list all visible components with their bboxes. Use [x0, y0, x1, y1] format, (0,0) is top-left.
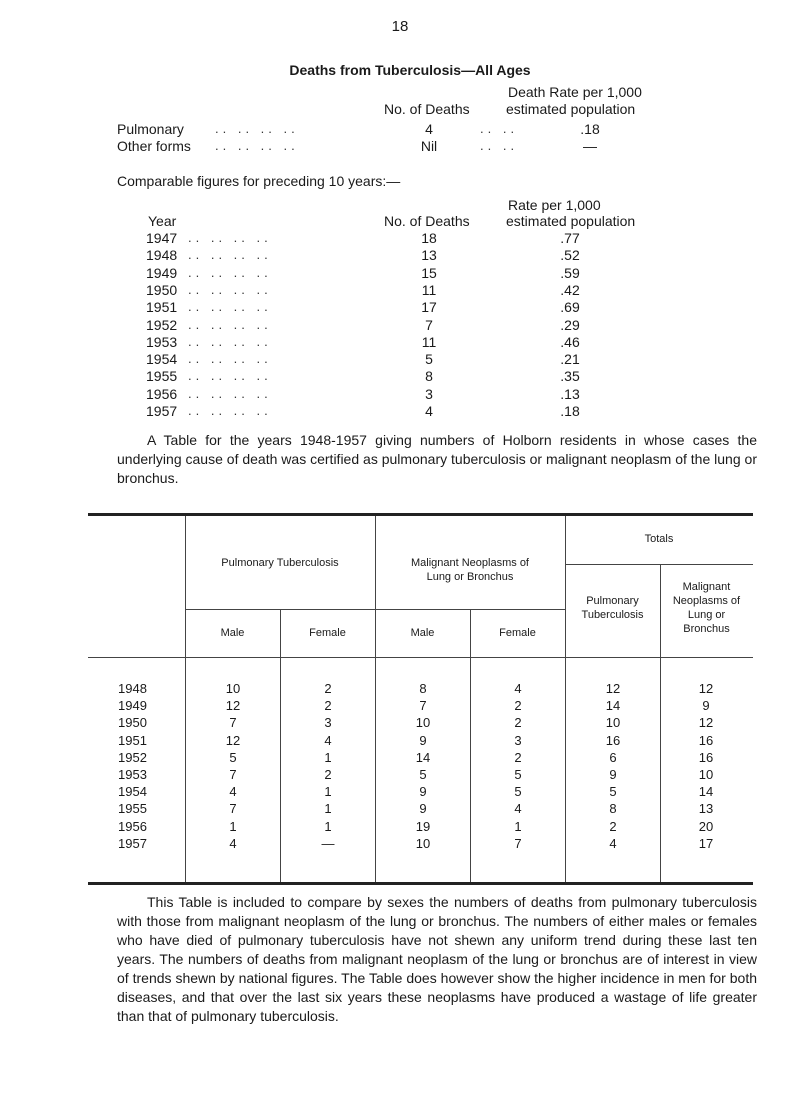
comparable-rate: .59 — [560, 264, 580, 281]
table-cell-mn-m: 14 — [415, 749, 431, 765]
table-year: 1952 — [118, 749, 147, 765]
comparable-deaths: 11 — [421, 333, 437, 350]
table-cell-mn-f: 7 — [514, 835, 522, 851]
page-number: 18 — [391, 18, 409, 35]
table-year: 1948 — [118, 681, 147, 696]
table-cell-mn-m: 9 — [419, 732, 427, 748]
table-cell-tot-tb: 5 — [609, 784, 617, 800]
table-year: 1953 — [118, 767, 147, 782]
table-cell-mn-f: 5 — [514, 767, 522, 782]
summary-rate: .18 — [580, 121, 600, 137]
summary-deaths: Nil — [420, 138, 438, 154]
table-cell-tb-m: 12 — [225, 732, 241, 748]
table-year: 1954 — [118, 784, 147, 800]
table-cell-tb-f: 1 — [324, 784, 332, 800]
comparable-year: 1954 — [146, 351, 178, 368]
comparable-year: 1950 — [146, 281, 178, 298]
table-cell-mn-m: 8 — [419, 681, 427, 696]
summary-rate: — — [583, 138, 597, 154]
leader-dots: .. .. .. .. — [188, 368, 272, 384]
comparable-rate: .77 — [560, 230, 580, 246]
table-cell-tot-mn: 16 — [698, 749, 714, 765]
table-year: 1949 — [118, 698, 147, 714]
comparable-deaths: 5 — [425, 351, 433, 368]
comparable-rate: .46 — [560, 333, 580, 350]
header-tb-male: Male — [220, 627, 245, 639]
table-cell-mn-m: 5 — [419, 767, 427, 782]
table-cell-tot-tb: 4 — [609, 835, 617, 851]
comparable-rate: .52 — [560, 247, 580, 264]
header-totals: Totals — [644, 533, 674, 545]
table-cell-tot-tb: 14 — [605, 698, 621, 714]
comparable-deaths: 8 — [425, 368, 433, 385]
comparable-year: 1956 — [146, 385, 178, 402]
leader-dots: .. .. — [480, 121, 519, 136]
table-cell-mn-m: 19 — [415, 818, 431, 834]
comparable-rate-header-line1: Rate per 1,000 — [508, 197, 601, 213]
table-intro: A Table for the years 1948-1957 giving numbers of Holborn residents in whose cases the underlying cause of death was certified as pulmonary tuberculosis or malignant neoplasm of the lung or bronchus. — [117, 432, 757, 486]
header-mn-female: Female — [499, 627, 536, 639]
comparable-year: 1948 — [146, 247, 178, 264]
leader-dots: .. .. .. .. — [188, 281, 272, 297]
summary-label: Pulmonary — [117, 121, 184, 137]
header-mn-male: Male — [410, 627, 435, 639]
comparable-rate: .29 — [560, 316, 580, 333]
header-total-tb: Pulmonary Tuberculosis — [581, 595, 644, 621]
comparable-year: 1949 — [146, 264, 178, 281]
comparable-year-header: Year — [148, 213, 177, 229]
comparable-deaths: 18 — [421, 230, 437, 246]
comparable-deaths: 17 — [421, 299, 437, 316]
leader-dots: .. .. .. .. — [188, 299, 272, 315]
summary-deaths: 4 — [425, 121, 433, 137]
comparable-deaths: 4 — [425, 403, 433, 419]
leader-dots: .. .. .. .. — [188, 247, 272, 263]
header-tb-female: Female — [309, 627, 346, 639]
leader-dots: .. .. .. .. — [188, 264, 272, 280]
table-cell-mn-f: 4 — [514, 681, 522, 696]
table-year: 1950 — [118, 715, 147, 731]
header-pulmonary-tb: Pulmonary Tuberculosis — [221, 557, 339, 569]
table-cell-tot-tb: 8 — [609, 801, 617, 817]
leader-dots: .. .. .. .. — [188, 316, 272, 332]
comparable-year: 1952 — [146, 316, 178, 333]
table-cell-tb-f: 2 — [324, 767, 332, 782]
table-cell-tot-mn: 12 — [698, 715, 714, 731]
summary-rate-header-line2: estimated population — [506, 101, 636, 117]
table-cell-tot-tb: 10 — [605, 715, 621, 731]
table-cell-tot-tb: 2 — [609, 818, 617, 834]
leader-dots: .. .. .. .. — [188, 385, 272, 401]
table-cell-tb-m: 7 — [229, 801, 237, 817]
table-cell-tot-mn: 16 — [698, 732, 714, 748]
leader-dots: .. .. .. .. — [188, 403, 272, 418]
comparable-deaths: 15 — [421, 264, 437, 281]
comparable-rate: .21 — [560, 351, 580, 368]
comparable-rate: .42 — [560, 281, 580, 298]
table-cell-tb-f: 1 — [324, 818, 332, 834]
table-year: 1955 — [118, 801, 147, 817]
comparable-deaths: 11 — [421, 281, 437, 298]
table-cell-tot-tb: 12 — [605, 681, 621, 696]
table-cell-mn-m: 9 — [419, 784, 427, 800]
table-cell-tb-f: 4 — [324, 732, 332, 748]
header-malignant: Malignant Neoplasms of Lung or Bronchus — [410, 557, 529, 583]
comparable-rate: .18 — [560, 403, 580, 419]
table-cell-mn-f: 5 — [514, 784, 522, 800]
comparable-deaths: 7 — [425, 316, 433, 333]
table-cell-tb-m: 5 — [229, 749, 237, 765]
table-year: 1957 — [118, 835, 147, 851]
main-table — [88, 513, 753, 885]
table-cell-tot-mn: 17 — [698, 835, 714, 851]
leader-dots: .. .. .. .. — [188, 230, 272, 245]
comparable-rate: .69 — [560, 299, 580, 316]
comparable-rate-header-line2: estimated population — [506, 213, 636, 229]
table-cell-tb-m: 7 — [229, 767, 237, 782]
table-cell-mn-m: 10 — [415, 715, 431, 731]
conclusion-paragraph: This Table is included to compare by sexes the numbers of deaths from pulmonary tuberculosis with those from malignant neoplasm of the lung or bronchus. The numbers of either males or females who have died of pulmonary tuberculosis have not shewn any uniform trend during these last ten years. The numbers of deaths from malignant neoplasm of the lung or bronchus are of interest in view of trends shewn by national figures. The Table does however show the higher incidence in men for both diseases, and that over the last six years these neoplasms have produced a wastage of life greater than that of pulmonary tuberculosis. — [117, 894, 757, 1024]
table-cell-tb-f: 1 — [324, 801, 332, 817]
table-cell-mn-f: 2 — [514, 715, 522, 731]
table-cell-tot-mn: 13 — [698, 801, 714, 817]
table-cell-mn-m: 10 — [415, 835, 431, 851]
leader-dots: .. .. .. .. — [215, 138, 299, 153]
table-cell-tot-tb: 6 — [609, 749, 617, 765]
summary-deaths-header: No. of Deaths — [384, 101, 470, 117]
table-cell-mn-f: 2 — [514, 749, 522, 765]
comparable-rate: .13 — [560, 385, 580, 402]
leader-dots: .. .. .. .. — [188, 351, 272, 367]
comparable-rate: .35 — [560, 368, 580, 385]
table-cell-mn-m: 9 — [419, 801, 427, 817]
page-title: Deaths from Tuberculosis—All Ages — [289, 62, 531, 78]
table-cell-tb-m: 4 — [229, 784, 237, 800]
table-cell-tot-mn: 10 — [698, 767, 714, 782]
table-cell-mn-m: 7 — [419, 698, 427, 714]
table-cell-tb-f: 3 — [324, 715, 332, 731]
table-cell-mn-f: 1 — [514, 818, 522, 834]
table-cell-tb-m: 12 — [225, 698, 241, 714]
comparable-year: 1951 — [146, 299, 178, 316]
comparable-year: 1955 — [146, 368, 178, 385]
table-cell-tb-m: 4 — [229, 835, 237, 851]
table-cell-tot-tb: 9 — [609, 767, 617, 782]
leader-dots: .. .. — [480, 138, 519, 153]
table-cell-tb-f: 2 — [324, 698, 332, 714]
leader-dots: .. .. .. .. — [215, 121, 299, 136]
table-cell-mn-f: 3 — [514, 732, 522, 748]
comparable-year: 1957 — [146, 403, 178, 419]
header-total-malignant: Malignant Neoplasms of Lung or Bronchus — [672, 581, 741, 635]
table-year: 1951 — [118, 732, 147, 748]
table-cell-mn-f: 4 — [514, 801, 522, 817]
table-cell-tb-m: 1 — [229, 818, 237, 834]
summary-label: Other forms — [117, 138, 191, 154]
table-cell-tb-m: 7 — [229, 715, 237, 731]
comparable-deaths: 13 — [421, 247, 437, 264]
table-cell-tb-f: 2 — [324, 681, 332, 696]
table-cell-tot-mn: 12 — [698, 681, 714, 696]
table-cell-tot-tb: 16 — [605, 732, 621, 748]
table-cell-mn-f: 2 — [514, 698, 522, 714]
summary-rate-header-line1: Death Rate per 1,000 — [508, 84, 642, 100]
table-cell-tb-m: 10 — [225, 681, 241, 696]
table-cell-tb-f: — — [321, 835, 335, 851]
table-cell-tot-mn: 14 — [698, 784, 714, 800]
comparable-deaths: 3 — [425, 385, 433, 402]
table-cell-tb-f: 1 — [324, 749, 332, 765]
table-cell-tot-mn: 9 — [702, 698, 710, 714]
comparable-year: 1953 — [146, 333, 178, 350]
table-cell-tot-mn: 20 — [698, 818, 714, 834]
leader-dots: .. .. .. .. — [188, 333, 272, 349]
comparable-deaths-header: No. of Deaths — [384, 213, 470, 229]
comparable-year: 1947 — [146, 230, 178, 246]
table-year: 1956 — [118, 818, 147, 834]
comparable-intro: Comparable figures for preceding 10 years:— — [117, 173, 401, 189]
